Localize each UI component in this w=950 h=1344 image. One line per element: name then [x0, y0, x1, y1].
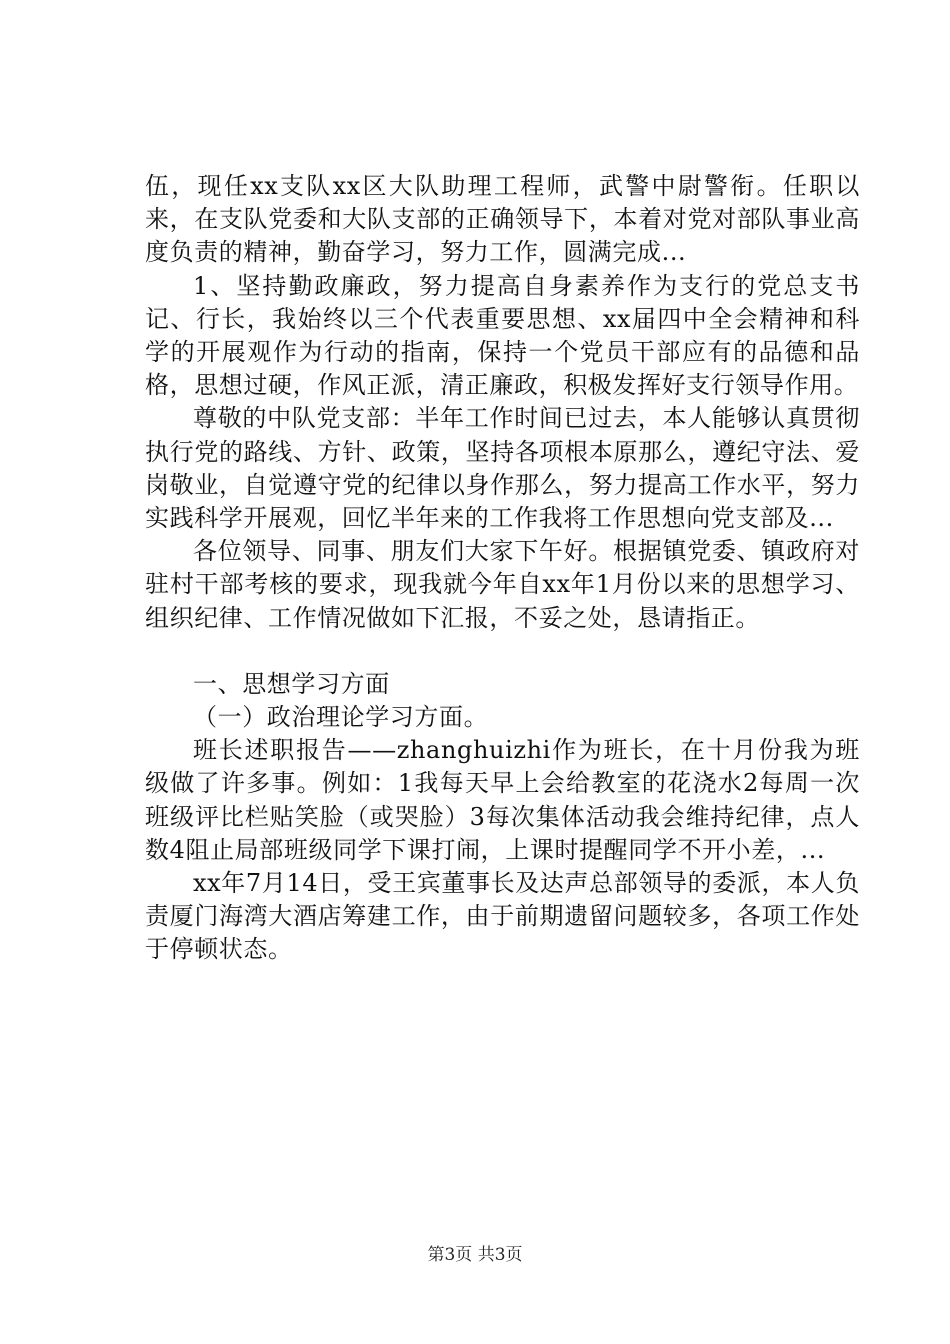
document-body	[145, 170, 860, 967]
paragraph-village-report: 各位领导、同事、朋友们大家下午好。根据镇党委、镇政府对驻村干部考核的要求，现我就今年自xx年1月份以来的思想学习、组织纪律、工作情况做如下汇报，不妥之处，恳请指正。	[145, 537, 860, 632]
page-number: 第3页 共3页	[427, 1245, 523, 1265]
paragraph-hotel-preparation: xx年7月14日，受王宾董事长及达声总部领导的委派，本人负责厦门海湾大酒店筹建工作，由于前期遗留问题较多，各项工作处于停顿状态。	[145, 869, 860, 964]
paragraph-continuation: 伍，现任xx支队xx区大队助理工程师，武警中尉警衔。任职以来，在支队党委和大队支部的正确领导下，本着对党对部队事业高度负责的精神，勤奋学习，努力工作，圆满完成...	[145, 172, 860, 267]
paragraph-monitor-report: 班长述职报告——zhanghuizhi作为班长，在十月份我为班级做了许多事。例如：1我每天早上会给教室的花浇水2每周一次班级评比栏贴笑脸（或哭脸）3每次集体活动我会维持纪律，点人数4阻止局部班级同学下课打闹，上课时提醒同学不开小差，...	[145, 736, 860, 864]
paragraph-integrity: 1、坚持勤政廉政，努力提高自身素养作为支行的党总支书记、行长，我始终以三个代表重要思想、xx届四中全会精神和科学的开展观作为行动的指南，保持一个党员干部应有的品德和品格，思想过硬，作风正派，清正廉政，积极发挥好支行领导作用。	[145, 271, 860, 400]
section-heading: 一、思想学习方面	[193, 669, 390, 698]
paragraph-party-branch: 尊敬的中队党支部：半年工作时间已过去，本人能够认真贯彻执行党的路线、方针、政策，坚持各项根本原那么，遵纪守法、爱岗敬业，自觉遵守党的纪律以身作那么，努力提高工作水平，努力实践科学开展观，回忆半年来的工作我将工作思想向党支部及...	[145, 404, 860, 533]
subsection-heading: （一）政治理论学习方面。	[193, 703, 489, 732]
